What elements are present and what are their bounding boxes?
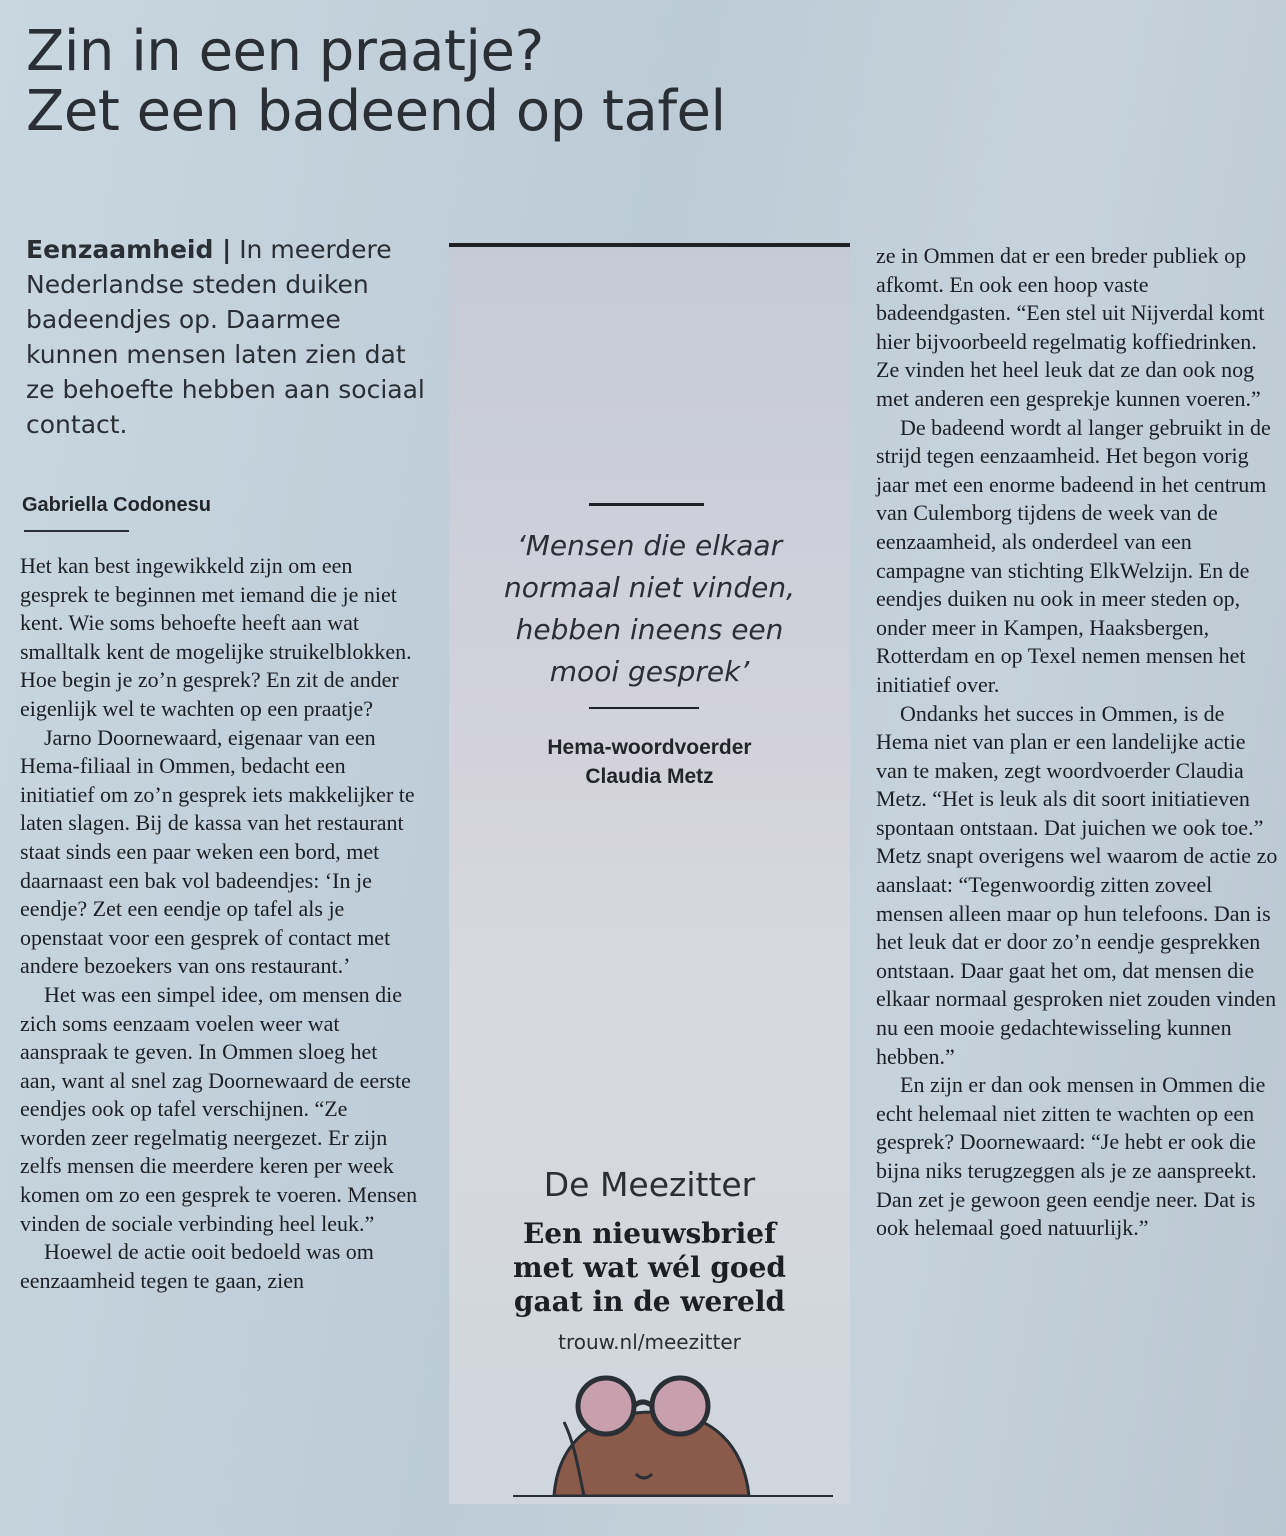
sidebar-box — [449, 243, 850, 1504]
promo-subtitle-line: gaat in de wereld — [513, 1285, 786, 1318]
attribution-role: Hema-woordvoerder — [547, 736, 752, 759]
promo-subtitle-line: met wat wél goed — [513, 1251, 786, 1284]
article-column-2 — [876, 242, 1278, 1243]
promo-subtitle — [449, 1217, 850, 1319]
headline-line-2: Zet een badeend op tafel — [26, 79, 726, 144]
attribution-name: Claudia Metz — [585, 765, 714, 788]
paragraph: De badeend wordt al langer gebruikt in de strijd tegen eenzaamheid. Het begon vorig jaar met een enorme badeend in het centrum van Culemborg tijdens de week van de eenzaamheid, als onderdeel van een campagne van stichting ElkWelzijn. En de eendjes duiken nu ook in meer steden op, onder meer in Kampen, Haaksbergen, Rotterdam en op Texel nemen mensen het initiatief over. — [876, 414, 1271, 697]
paragraph: Het kan best ingewikkeld zijn om een gesprek te beginnen met iemand die je niet kent. Wie soms behoefte heeft aan wat smalltalk kent de mogelijke struikelblokken. Hoe begin je zo’n gesprek? En zit de ander eigenlijk wel te wachten op een praatje? — [20, 553, 412, 721]
quote-line: normaal niet vinden, — [503, 571, 796, 604]
mascot-ground-line — [513, 1495, 833, 1497]
lead-text: In meerdere Nederlandse steden duiken badeendjes op. Daarmee kunnen mensen laten zien dat ze behoefte hebben aan sociaal contact. — [26, 235, 425, 439]
byline-divider — [24, 530, 129, 532]
promo-subtitle-line: Een nieuwsbrief — [522, 1217, 777, 1250]
paragraph: Ondanks het succes in Ommen, is de Hema niet van plan er een landelijke actie van te maken, zegt woordvoerder Claudia Metz. “Het is leuk als dit soort initiatieven spontaan ontstaan. Dat juichen we ook toe.” Metz snapt overigens wel waarom de actie zo aanslaat: “Tegenwoordig zitten zoveel mensen alleen maar op hun telefoons. Dan is het leuk dat er door zo’n eendje gesprekken ontstaan. Daar gaat het om, dat mensen die elkaar normaal gesproken niet zouden vinden nu een mooie gedachtewisseling kunnen hebben.” — [876, 700, 1278, 1069]
promo-link[interactable]: trouw.nl/meezitter — [558, 1330, 741, 1354]
quote-divider-top — [589, 503, 704, 506]
quote-line: ‘Mensen die elkaar — [516, 529, 783, 562]
lead-kicker: Eenzaamheid | — [26, 235, 232, 264]
byline: Gabriella Codonesu — [22, 494, 211, 516]
promo-title: De Meezitter — [543, 1165, 756, 1204]
paragraph: Hoewel de actie ooit bedoeld was om eenzaamheid tegen te gaan, zien — [20, 1239, 374, 1293]
character-with-glasses-icon — [544, 1372, 754, 1497]
lead-paragraph — [26, 232, 436, 442]
quote-line: mooi gesprek’ — [549, 655, 750, 688]
quote-line: hebben ineens een — [515, 613, 784, 646]
pull-quote — [449, 525, 850, 693]
paragraph: En zijn er dan ook mensen in Ommen die echt helemaal niet zitten te wachten op een gesprek? Doornewaard: “Je hebt er ook die bijna niks terugzeggen als je ze aanspreekt. Dan zet je gewoon geen eendje neer. Dat is ook helemaal goed natuurlijk.” — [876, 1072, 1266, 1241]
paragraph: ze in Ommen dat er een breder publiek op afkomt. En ook een hoop vaste badeendgasten. “Een stel uit Nijverdal komt hier bijvoorbeeld regelmatig koffiedrinken. Ze vinden het heel leuk dat ze dan ook nog met anderen een gesprekje kunnen voeren.” — [876, 243, 1265, 411]
quote-attribution — [449, 733, 850, 791]
paragraph: Het was een simpel idee, om mensen die zich soms eenzaam voelen weer wat aanspraak te geven. In Ommen sloeg het aan, want al snel zag Doornewaard de eerste eendjes ook op tafel verschijnen. “Ze worden zeer regelmatig neergezet. Er zijn zelfs mensen die meerdere keren per week komen om zo een gesprek te voeren. Mensen vinden de sociale verbinding heel leuk.” — [20, 981, 418, 1236]
quote-divider-bottom — [589, 707, 699, 709]
headline-line-1: Zin in een praatje? — [26, 19, 544, 84]
headline — [26, 19, 1226, 144]
article-column-1 — [20, 552, 418, 1295]
paragraph: Jarno Doornewaard, eigenaar van een Hema-filiaal in Ommen, bedacht een initiatief om zo’n gesprek iets makkelijker te laten slagen. Bij de kassa van het restaurant staat sinds een paar weken een bord, met daarnaast een bak vol badeendjes: ‘In je eendje? Zet een eendje op tafel als je openstaat voor een gesprek of contact met andere bezoekers van ons restaurant.’ — [20, 724, 415, 979]
